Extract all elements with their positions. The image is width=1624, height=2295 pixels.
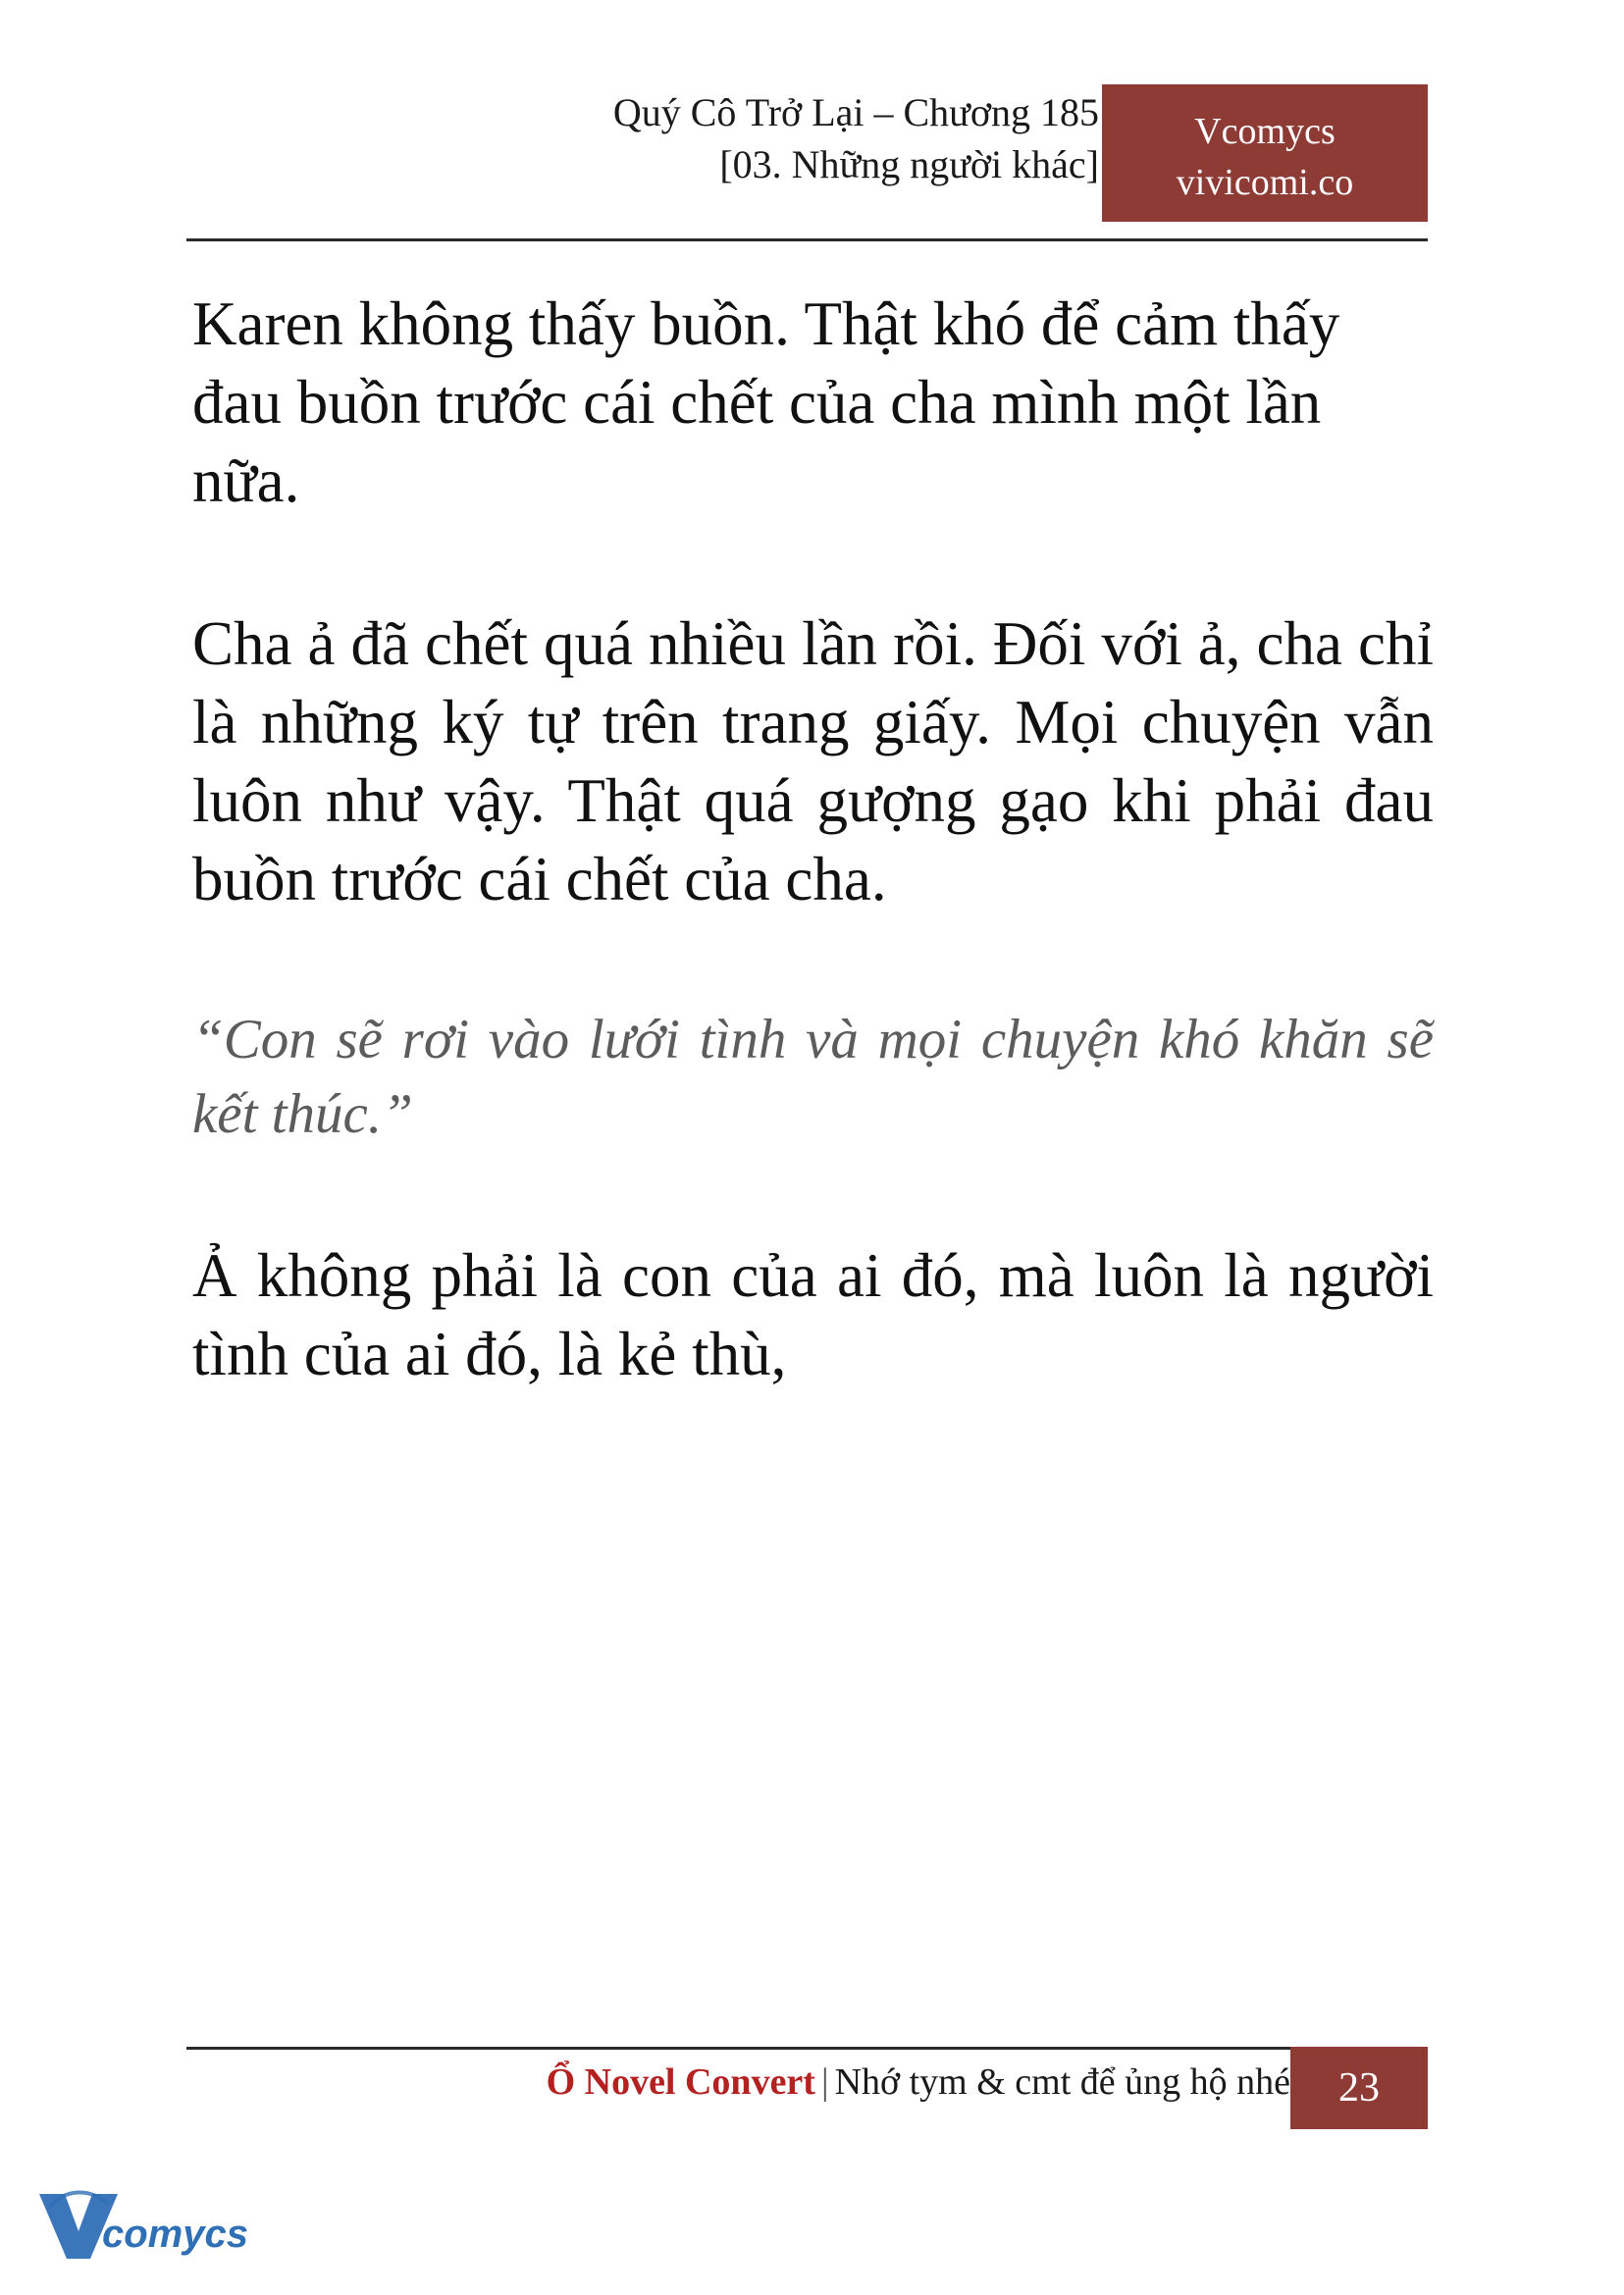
site-badge-url: vivicomi.co bbox=[1176, 162, 1354, 204]
site-badge bbox=[1102, 84, 1428, 222]
paragraph: Cha ả đã chết quá nhiều lần rồi. Đối với ả, cha chỉ là những ký tự trên trang giấy. Mọi chuyện vẫn luôn như vậy. Thật quá gượng gạo khi phải đau buồn trước cái chết của cha. bbox=[192, 609, 1434, 913]
svg-text:comycs: comycs bbox=[102, 2213, 248, 2256]
vcomycs-watermark-logo bbox=[35, 2180, 261, 2265]
footer-divider bbox=[186, 2047, 1428, 2050]
chapter-title-line1: Quý Cô Trở Lại – Chương 185 bbox=[612, 90, 1099, 134]
page-number: 23 bbox=[1290, 2047, 1428, 2129]
footer-brand: Ổ Novel Convert bbox=[546, 2061, 815, 2103]
footer-note: Nhớ tym & cmt để ủng hộ nhé bbox=[834, 2061, 1290, 2103]
page-footer bbox=[186, 2053, 1428, 2127]
footer-separator: | bbox=[820, 2061, 829, 2103]
header-divider bbox=[186, 238, 1428, 241]
paragraph: Karen không thấy buồn. Thật khó để cảm thấy đau buồn trước cái chết của cha mình một lần nữa. bbox=[192, 289, 1340, 515]
paragraph: Ả không phải là con của ai đó, mà luôn là người tình của ai đó, là kẻ thù, bbox=[192, 1240, 1434, 1388]
page-header bbox=[186, 86, 1428, 234]
site-badge-name: Vcomycs bbox=[1194, 111, 1336, 152]
chapter-title bbox=[613, 86, 1099, 190]
footer-text bbox=[547, 2060, 1290, 2104]
pull-quote: “Con sẽ rơi vào lưới tình và mọi chuyện khó khăn sẽ kết thúc.” bbox=[192, 1009, 1434, 1145]
page-content bbox=[192, 285, 1434, 1393]
chapter-title-line2: [03. Những người khác] bbox=[719, 142, 1099, 187]
